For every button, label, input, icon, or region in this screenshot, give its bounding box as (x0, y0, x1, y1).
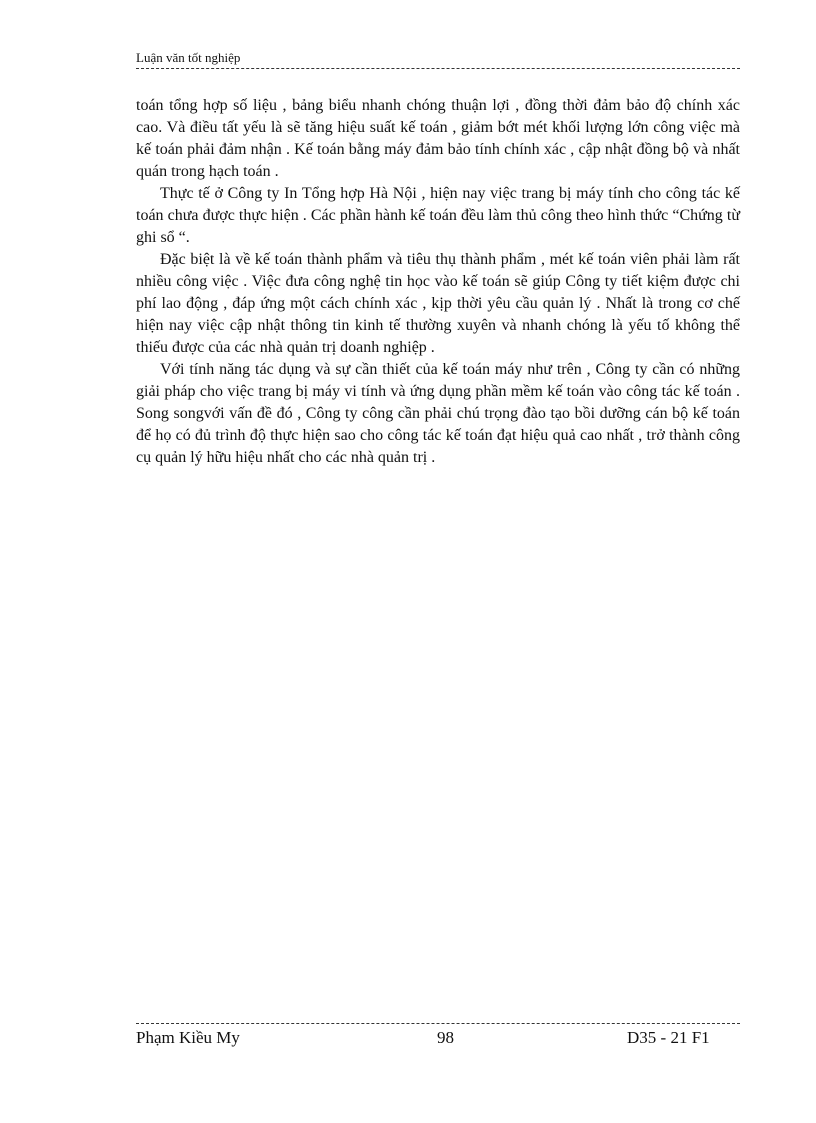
header-divider (136, 68, 740, 69)
paragraph: toán tổng hợp số liệu , bảng biểu nhanh chóng thuận lợi , đồng thời đảm bảo độ chính xác cao. Và điều tất yếu là sẽ tăng hiệu suất kế toán , giảm bớt mét khối lượng lớn công việc mà kế toán phải đảm nhận . Kế toán bằng máy đảm bảo tính chính xác , cập nhật đồng bộ và nhất quán trong hạch toán . (136, 97, 740, 180)
footer-page-number: 98 (437, 1028, 454, 1047)
footer-divider (136, 1023, 740, 1024)
paragraph: Thực tế ở Công ty In Tổng hợp Hà Nội , hiện nay việc trang bị máy tính cho công tác kế toán chưa được thực hiện . Các phần hành kế toán đều làm thủ công theo hình thức “Chứng từ ghi sổ “. (136, 185, 740, 246)
body-text (136, 95, 740, 469)
footer-class-code: D35 - 21 F1 (627, 1028, 710, 1047)
paragraph: Với tính năng tác dụng và sự cần thiết của kế toán máy như trên , Công ty cần có những giải pháp cho việc trang bị máy vi tính và ứng dụng phần mềm kế toán vào công tác kế toán . Song songvới vấn đề đó , Công ty công cần phải chú trọng đào tạo bồi dưỡng cán bộ kế toán để họ có đủ trình độ thực hiện sao cho công tác kế toán đạt hiệu quả cao nhất , trở thành công cụ quản lý hữu hiệu nhất cho các nhà quản trị . (136, 361, 740, 466)
paragraph: Đặc biệt là về kế toán thành phẩm và tiêu thụ thành phẩm , mét kế toán viên phải làm rất nhiều công việc . Việc đưa công nghệ tin học vào kế toán sẽ giúp Công ty tiết kiệm được chi phí lao động , đáp ứng một cách chính xác , kịp thời yêu cầu quản lý . Nhất là trong cơ chế hiện nay việc cập nhật thông tin kinh tế thường xuyên và nhanh chóng là yếu tố không thể thiếu được của các nhà quản trị doanh nghiệp . (136, 251, 740, 356)
running-header-title: Luận văn tốt nghiệp (136, 50, 241, 65)
footer-author: Phạm Kiều My (136, 1028, 240, 1047)
